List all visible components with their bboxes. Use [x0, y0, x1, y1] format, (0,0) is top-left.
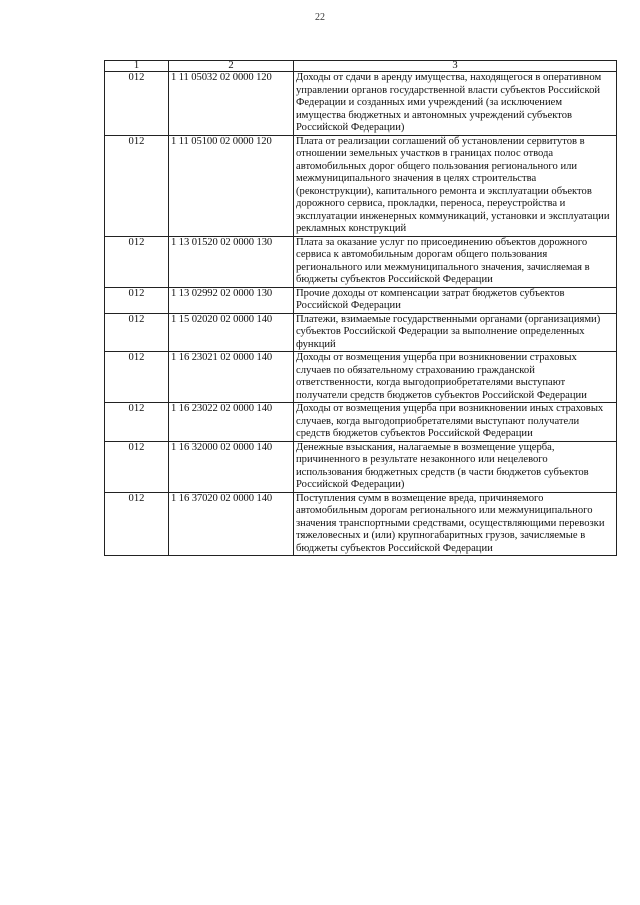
revenue-name-cell: Прочие доходы от компенсации затрат бюджетов субъектов Российской Федерации: [294, 287, 617, 313]
column-header-1: 1: [105, 61, 169, 72]
table-header-row: [105, 61, 617, 72]
table-row: [105, 403, 617, 442]
admin-code-cell: 012: [105, 135, 169, 236]
admin-code-cell: 012: [105, 441, 169, 492]
table-row: [105, 492, 617, 556]
revenue-name-cell: Плата от реализации соглашений об установлении сервитутов в отношении земельных участков в границах полос отвода автомобильных дорог общего пользования регионального или межмуниципального значения в целях строительства (реконструкции), капитального ремонта и эксплуатации объектов дорожного сервиса, прокладки, переноса, переустройства и эксплуатации инженерных коммуникаций, установки и эксплуатации рекламных конструкций: [294, 135, 617, 236]
admin-code-cell: 012: [105, 403, 169, 442]
revenue-name-cell: Платежи, взимаемые государственными органами (организациями) субъектов Российской Федерации за выполнение определенных функций: [294, 313, 617, 352]
table-row: [105, 313, 617, 352]
table-row: [105, 72, 617, 136]
budget-classification-code-cell: 1 16 32000 02 0000 140: [169, 441, 294, 492]
budget-classification-code-cell: 1 13 02992 02 0000 130: [169, 287, 294, 313]
revenue-name-cell: Доходы от возмещения ущерба при возникновении страховых случаев по обязательному страхованию гражданской ответственности, когда выгодоприобретателями выступают получатели средств бюджетов субъектов Российской Федерации: [294, 352, 617, 403]
budget-classification-code-cell: 1 16 23022 02 0000 140: [169, 403, 294, 442]
table-row: [105, 352, 617, 403]
admin-code-cell: 012: [105, 352, 169, 403]
budget-classification-code-cell: 1 16 23021 02 0000 140: [169, 352, 294, 403]
admin-code-cell: 012: [105, 287, 169, 313]
revenue-name-cell: Поступления сумм в возмещение вреда, причиняемого автомобильным дорогам регионального или межмуниципального значения транспортными средствами, осуществляющими перевозки тяжеловесных и (или) крупногабаритных грузов, зачисляемые в бюджеты субъектов Российской Федерации: [294, 492, 617, 556]
budget-classification-code-cell: 1 15 02020 02 0000 140: [169, 313, 294, 352]
budget-classification-code-cell: 1 16 37020 02 0000 140: [169, 492, 294, 556]
admin-code-cell: 012: [105, 72, 169, 136]
table-row: [105, 287, 617, 313]
revenue-name-cell: Денежные взыскания, налагаемые в возмещение ущерба, причиненного в результате незаконного или нецелевого использования бюджетных средств (в части бюджетов субъектов Российской Федерации): [294, 441, 617, 492]
revenue-code-table: [104, 60, 617, 556]
admin-code-cell: 012: [105, 313, 169, 352]
revenue-name-cell: Плата за оказание услуг по присоединению объектов дорожного сервиса к автомобильным дорогам общего пользования регионального или межмуниципального значения, зачисляемая в бюджеты субъектов Российской Федерации: [294, 236, 617, 287]
admin-code-cell: 012: [105, 236, 169, 287]
budget-classification-code-cell: 1 13 01520 02 0000 130: [169, 236, 294, 287]
revenue-name-cell: Доходы от возмещения ущерба при возникновении иных страховых случаев, когда выгодоприобретателями выступают получатели средств бюджетов субъектов Российской Федерации: [294, 403, 617, 442]
page-number: 22: [315, 12, 325, 23]
admin-code-cell: 012: [105, 492, 169, 556]
budget-classification-code-cell: 1 11 05100 02 0000 120: [169, 135, 294, 236]
budget-classification-code-cell: 1 11 05032 02 0000 120: [169, 72, 294, 136]
table-row: [105, 441, 617, 492]
table-row: [105, 135, 617, 236]
column-header-2: 2: [169, 61, 294, 72]
revenue-name-cell: Доходы от сдачи в аренду имущества, находящегося в оперативном управлении органов государственной власти субъектов Российской Федерации и созданных ими учреждений (за исключением имущества бюджетных и автономных учреждений субъектов Российской Федерации): [294, 72, 617, 136]
column-header-3: 3: [294, 61, 617, 72]
table-row: [105, 236, 617, 287]
